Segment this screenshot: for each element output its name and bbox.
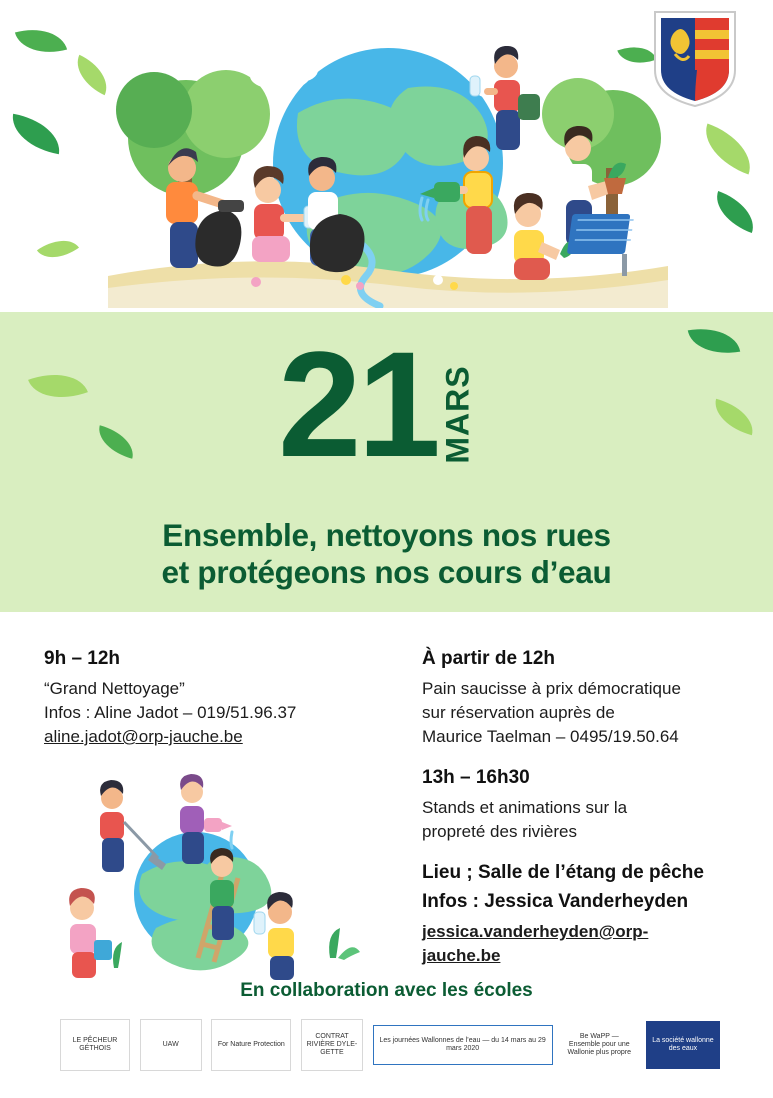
noon-time: À partir de 12h [422,648,556,669]
children-planet-illustration [46,762,376,982]
logo-text: CONTRAT RIVIÈRE DYLE-GETTE [306,1033,358,1056]
leaf-icon [15,21,67,62]
poster-slogan [0,517,773,591]
logo-text: For Nature Protection [217,1041,285,1048]
logo-societe-wallonne-des-eaux [646,1021,720,1069]
noon-line-2: sur réservation auprès de [422,703,615,722]
venue-line: Lieu ; Salle de l’étang de pêche [422,862,704,883]
afternoon-line-1: Stands et animations sur la [422,798,628,817]
morning-time: 9h – 12h [44,648,121,669]
afternoon-line-2: propreté des rivières [422,822,577,841]
logo-journees-wallonnes-de-leau [373,1025,553,1065]
collaboration-title: En collaboration avec les écoles [240,980,533,1001]
leaf-icon [37,230,79,269]
environment-scene-illustration [108,18,668,308]
morning-contact: Infos : Aline Jadot – 019/51.96.37 [44,703,297,722]
leaf-icon [709,191,762,233]
logo-for-nature-protection [211,1019,291,1071]
hero-illustration-band [0,0,773,312]
morning-activity: “Grand Nettoyage” [44,679,185,698]
venue-email-link-part2[interactable]: jauche.be [422,946,501,965]
event-month-text: MARS [439,365,476,464]
event-date [0,320,773,488]
noon-line-3: Maurice Taelman – 0495/19.50.64 [422,727,679,746]
logo-text: UAW [162,1041,179,1048]
afternoon-time: 13h – 16h30 [422,767,530,788]
slogan-line-1: Ensemble, nettoyons nos rues [162,517,611,553]
logo-text: Be WaPP — Ensemble pour une Wallonie plus propre [567,1033,632,1056]
logo-uaw [140,1019,202,1071]
slogan-line-2: et protégeons nos cours d’eau [161,554,612,590]
event-day: 21 [278,320,437,488]
logo-text: Les journées Wallonnes de l’eau — du 14 mars au 29 mars 2020 [379,1037,546,1052]
leaf-icon [696,123,760,174]
venue-email-link-part1[interactable]: jessica.vanderheyden@orp- [422,922,649,941]
spacer [422,844,752,862]
leaf-icon [8,114,65,155]
logo-be-wapp [562,1022,636,1068]
info-section [0,612,773,1098]
logo-contrat-riviere-dyle-gette [301,1019,363,1071]
spacer [422,749,752,767]
logo-text: LE PÊCHEUR GÉTHOIS [72,1037,118,1052]
morning-email-link[interactable]: aline.jadot@orp-jauche.be [44,727,243,746]
venue-contact: Infos : Jessica Vanderheyden [422,891,689,912]
date-band [0,312,773,612]
partner-logos [60,1012,720,1078]
logo-text: La société wallonne des eaux [652,1037,714,1052]
event-month [441,334,495,474]
noon-line-1: Pain saucisse à prix démocratique [422,679,681,698]
municipal-crest-icon [651,8,739,108]
afternoon-info-column [422,648,752,968]
morning-info-column [44,648,404,749]
logo-le-pecheur-gethoisien [60,1019,130,1071]
